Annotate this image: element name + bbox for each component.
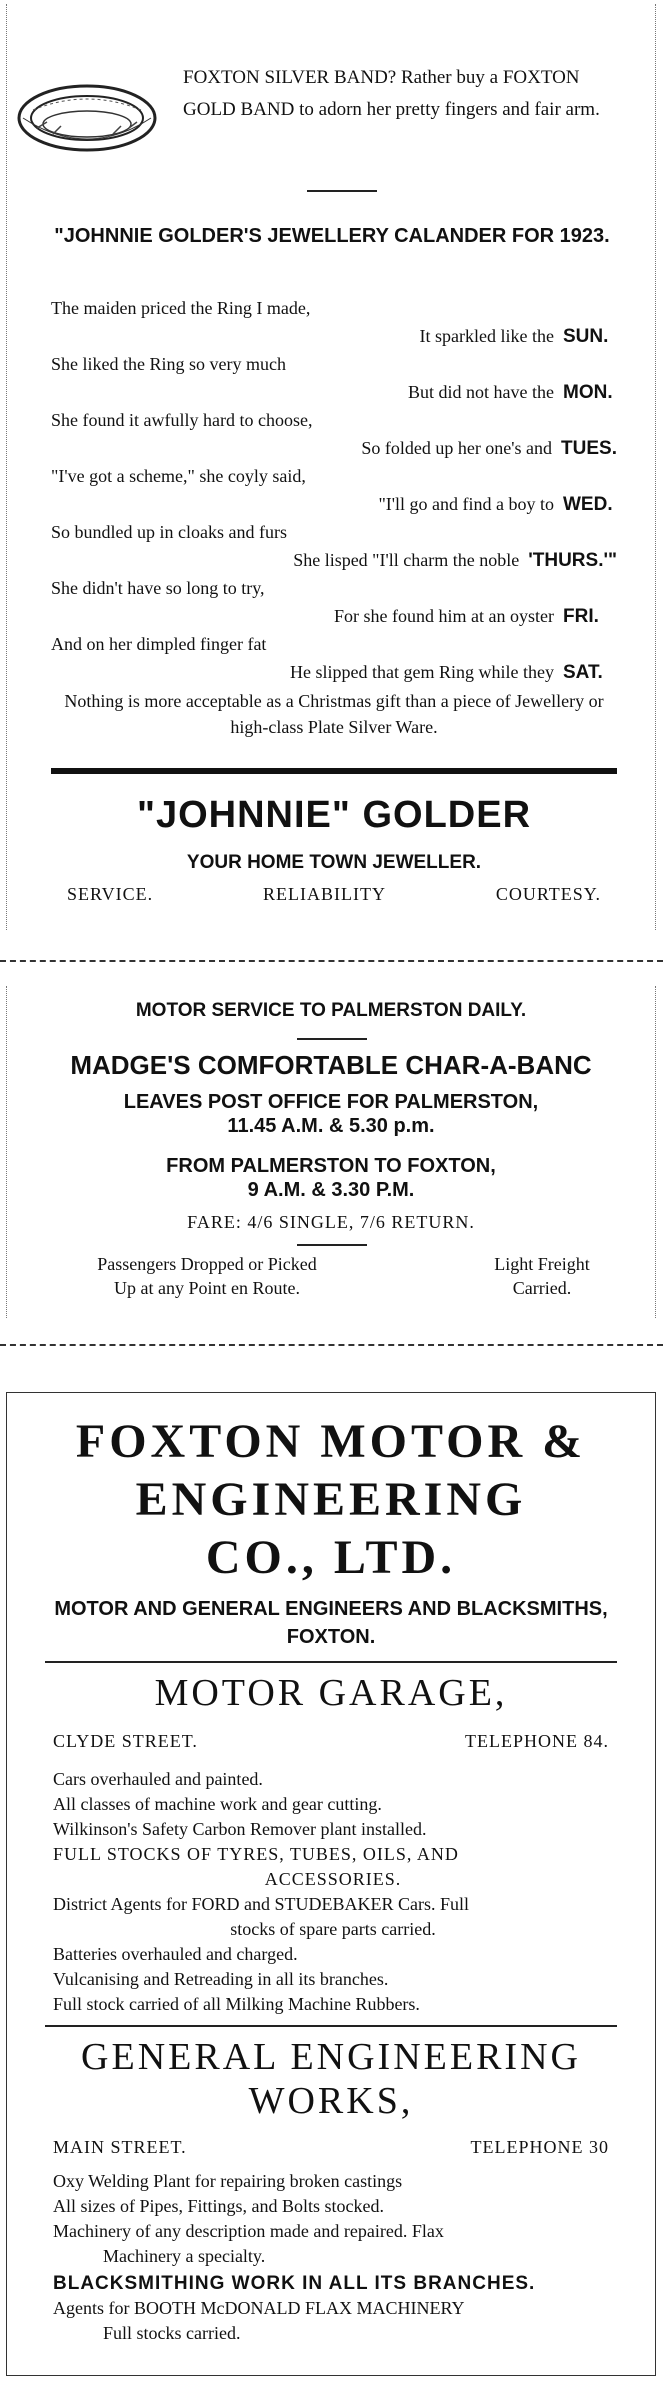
poem-line [51, 574, 617, 602]
section-rule [45, 2025, 617, 2027]
poem-line [51, 518, 617, 546]
works-item: Oxy Welding Plant for repairing broken castings [53, 2171, 403, 2191]
poem-line-text: She found it awfully hard to choose, [51, 410, 313, 430]
poem-line-text: "I've got a scheme," she coyly said, [51, 466, 306, 486]
poem-line [51, 462, 617, 490]
poem-line-text: She liked the Ring so very much [51, 354, 286, 374]
short-rule [297, 1244, 367, 1246]
poem-day: SAT. [563, 662, 603, 683]
poem-line [51, 322, 617, 350]
foxton-motor-ad [6, 1392, 656, 2376]
works-item: All sizes of Pipes, Fittings, and Bolts stocked. [53, 2196, 384, 2216]
poem-line-text: "I'll go and find a boy to [378, 494, 554, 514]
poem-line-text: And on her dimpled finger fat [51, 634, 267, 654]
works-item: Machinery a specialty. [103, 2246, 266, 2266]
motto-service: SERVICE. [67, 884, 154, 904]
garage-item: District Agents for FORD and STUDEBAKER Cars. Full [53, 1894, 469, 1914]
poem-line [51, 406, 617, 434]
short-rule [307, 190, 377, 192]
poem-line [51, 378, 617, 406]
poem-line-text: She didn't have so long to try, [51, 578, 265, 598]
poem-day: MON. [563, 382, 613, 403]
garage-item: Batteries overhauled and charged. [53, 1944, 298, 1964]
company-name-line-3: CO., LTD. [205, 1531, 457, 1584]
works-address [53, 2137, 609, 2158]
calendar-title: "JOHNNIE GOLDER'S JEWELLERY CALANDER FOR 1923. [54, 225, 610, 247]
poem-day: SUN. [563, 326, 609, 347]
service-title: MADGE'S COMFORTABLE CHAR-A-BANC [70, 1050, 592, 1080]
leaves-info [7, 1090, 655, 1138]
poem-line-text: But did not have the [408, 382, 554, 402]
divider-1 [0, 960, 663, 962]
works-services [53, 2169, 613, 2346]
agents-line: Agents for BOOTH McDONALD FLAX MACHINERY [53, 2298, 465, 2318]
garage-item: ACCESSORIES. [264, 1869, 402, 1889]
jeweller-name: "JOHNNIE" GOLDER [136, 794, 532, 836]
poem-line [51, 658, 617, 686]
company-subtitle [7, 1595, 655, 1651]
works-street: MAIN STREET. [53, 2137, 187, 2157]
passengers-line-2: Up at any Point en Route. [114, 1278, 300, 1298]
subtitle-line-2: FOXTON. [286, 1626, 376, 1648]
fare-info: FARE: 4/6 SINGLE, 7/6 RETURN. [187, 1212, 475, 1232]
works-title-line-2: WORKS, [248, 2080, 414, 2122]
section-rule [45, 1661, 617, 1663]
golder-jewellery-ad [6, 4, 656, 930]
calendar-poem [51, 294, 617, 686]
closing-text: Nothing is more acceptable as a Christmas gift than a piece of Jewellery or high-class Plate Silver Ware. [64, 691, 604, 737]
garage-item: Cars overhauled and painted. [53, 1769, 263, 1789]
garage-title: MOTOR GARAGE, [154, 1672, 508, 1714]
works-item: Machinery of any description made and repaired. Flax [53, 2221, 444, 2241]
company-name [7, 1413, 655, 1587]
blacksmithing-line: BLACKSMITHING WORK IN ALL ITS BRANCHES. [53, 2273, 536, 2294]
poem-day: 'THURS.'" [528, 550, 617, 571]
freight-line-2: Carried. [512, 1278, 572, 1298]
poem-line [51, 546, 617, 574]
poem-line-text: The maiden priced the Ring I made, [51, 298, 311, 318]
return-times: 9 A.M. & 3.30 P.M. [247, 1179, 415, 1201]
divider-2 [0, 1344, 663, 1346]
garage-item: Vulcanising and Retreading in all its branches. [53, 1969, 389, 1989]
poem-day: FRI. [563, 606, 599, 627]
poem-line [51, 630, 617, 658]
poem-line-text: For she found him at an oyster [334, 606, 554, 626]
service-header: MOTOR SERVICE TO PALMERSTON DAILY. [135, 1000, 527, 1021]
passengers-info [47, 1252, 367, 1300]
company-name-line-1: FOXTON MOTOR & [75, 1415, 587, 1468]
poem-line [51, 602, 617, 630]
poem-line-text: So folded up her one's and [361, 438, 553, 458]
garage-street: CLYDE STREET. [53, 1731, 198, 1751]
jeweller-tagline: YOUR HOME TOWN JEWELLER. [186, 852, 482, 873]
garage-item: All classes of machine work and gear cutting. [53, 1794, 382, 1814]
poem-line-text: He slipped that gem Ring while they [290, 662, 554, 682]
garage-services [53, 1767, 613, 2017]
poem-line-text: So bundled up in cloaks and furs [51, 522, 287, 542]
works-title [7, 2035, 655, 2123]
poem-line [51, 350, 617, 378]
garage-phone: TELEPHONE 84. [465, 1731, 609, 1751]
short-rule [297, 1038, 367, 1040]
works-phone: TELEPHONE 30 [470, 2137, 609, 2157]
motto-reliability: RELIABILITY [262, 884, 386, 904]
poem-line [51, 490, 617, 518]
garage-address [53, 1731, 609, 1752]
freight-info [457, 1252, 627, 1300]
subtitle-line-1: MOTOR AND GENERAL ENGINEERS AND BLACKSMITHS, [54, 1598, 608, 1620]
garage-item: FULL STOCKS OF TYRES, TUBES, OILS, AND [53, 1844, 459, 1864]
passengers-line-1: Passengers Dropped or Picked [97, 1254, 317, 1274]
gold-ring-icon [13, 78, 161, 158]
poem-day: TUES. [561, 438, 617, 459]
poem-day: WED. [563, 494, 613, 515]
poem-line-text: She lisped "I'll charm the noble [293, 550, 520, 570]
agents-stock: Full stocks carried. [103, 2323, 241, 2343]
works-title-line-1: GENERAL ENGINEERING [81, 2036, 581, 2078]
return-line: FROM PALMERSTON TO FOXTON, [166, 1155, 496, 1177]
garage-item: stocks of spare parts carried. [230, 1919, 436, 1939]
return-info [7, 1154, 655, 1202]
poem-line [51, 294, 617, 322]
leaves-times: 11.45 A.M. & 5.30 p.m. [227, 1115, 435, 1137]
motto [67, 884, 601, 905]
garage-item: Wilkinson's Safety Carbon Remover plant installed. [53, 1819, 427, 1839]
motto-courtesy: COURTESY. [495, 884, 601, 904]
garage-item: Full stock carried of all Milking Machine Rubbers. [53, 1994, 420, 2014]
freight-line-1: Light Freight [494, 1254, 590, 1274]
leaves-line: LEAVES POST OFFICE FOR PALMERSTON, [123, 1091, 539, 1113]
ad-intro: FOXTON SILVER BAND? Rather buy a FOXTON GOLD BAND to adorn her pretty fingers and fair arm. [183, 67, 600, 120]
thick-rule [51, 768, 617, 774]
char-a-banc-ad [6, 986, 656, 1318]
poem-line-text: It sparkled like the [419, 326, 554, 346]
company-name-line-2: ENGINEERING [135, 1473, 527, 1526]
poem-line [51, 434, 617, 462]
